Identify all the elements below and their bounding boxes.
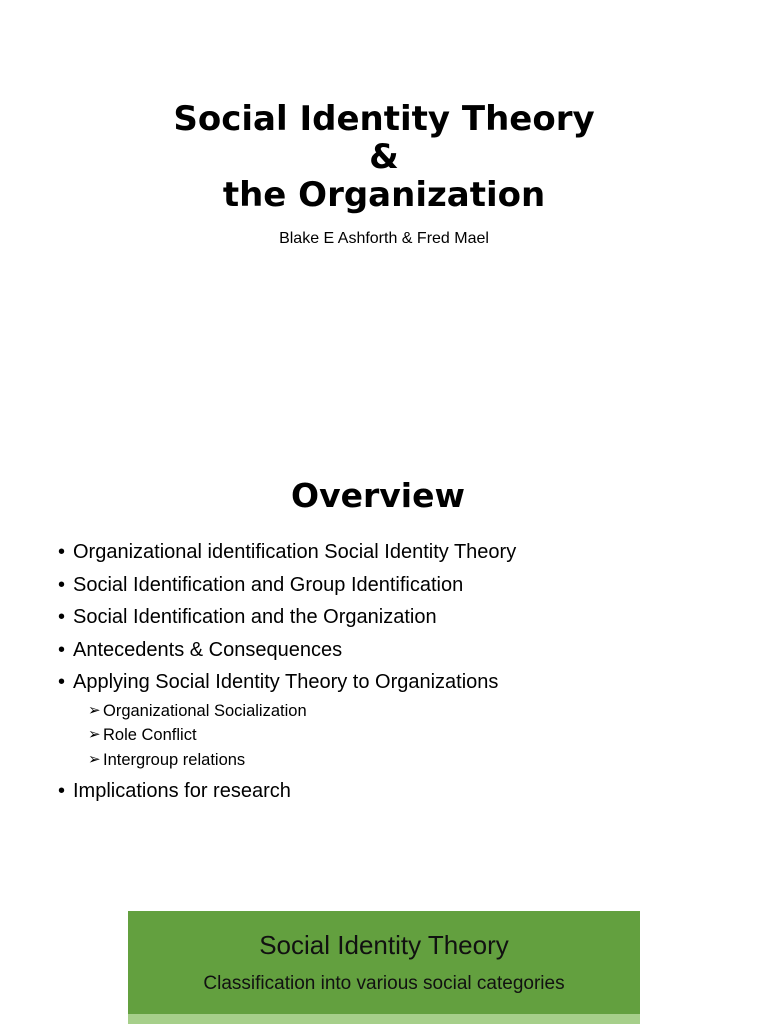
banner-title: Social Identity Theory	[259, 930, 509, 960]
bullet-item: • Implications for research	[58, 775, 738, 808]
sub-bullet-list	[58, 699, 738, 773]
bullet-item: • Social Identification and the Organization	[58, 601, 738, 634]
arrow-bullet-icon: ➢	[88, 726, 101, 743]
bullet-item: • Social Identification and Group Identification	[58, 569, 738, 602]
slide-title	[0, 100, 768, 214]
sub-bullet-item	[88, 748, 738, 773]
theory-banner	[128, 911, 640, 1024]
authors-subtitle: Blake E Ashforth & Fred Mael	[279, 230, 489, 247]
overview-heading: Overview	[291, 476, 465, 515]
title-line-3: the Organization	[222, 175, 546, 215]
bullet-item: • Antecedents & Consequences	[58, 634, 738, 667]
arrow-bullet-icon: ➢	[88, 750, 101, 768]
sub-bullet-item	[88, 723, 738, 748]
arrow-bullet-icon: ➢	[88, 701, 101, 719]
banner-accent-strip	[128, 1014, 640, 1024]
bullet-item: • Applying Social Identity Theory to Organizations	[58, 666, 738, 699]
bullet-item: • Organizational identification Social Identity Theory	[58, 536, 738, 569]
title-line-1: Social Identity Theory	[173, 99, 595, 139]
banner-subtitle: Classification into various social categories	[203, 973, 565, 994]
title-line-2: &	[369, 137, 399, 177]
overview-bullet-list	[58, 536, 738, 808]
title-slide	[0, 0, 768, 430]
sub-bullet-group	[58, 699, 738, 773]
sub-bullet-text: Role Conflict	[103, 726, 197, 744]
sub-bullet-item	[88, 699, 738, 724]
sub-bullet-text: Intergroup relations	[103, 750, 246, 769]
sub-bullet-text: Organizational Socialization	[103, 701, 307, 720]
